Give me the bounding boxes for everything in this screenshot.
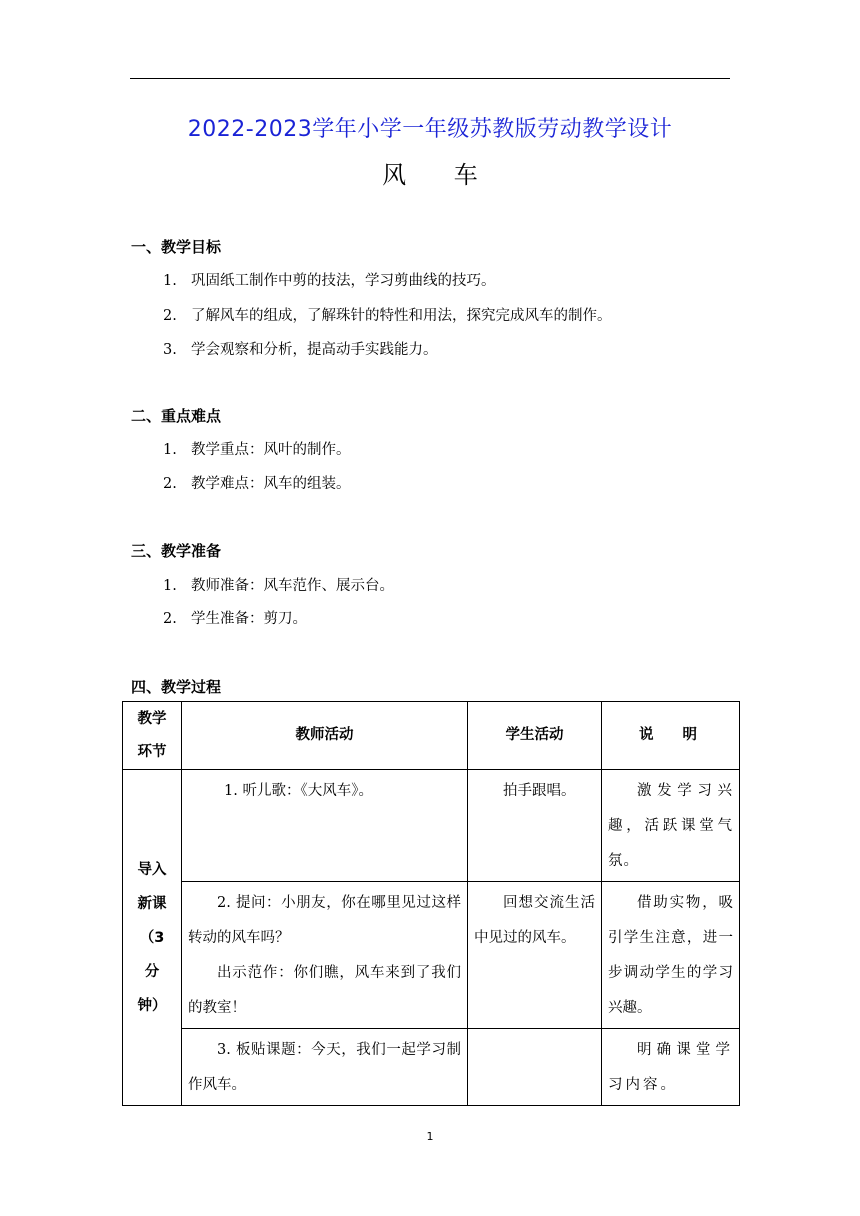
header-teacher: 教师活动 <box>182 702 468 770</box>
list-item <box>163 438 351 459</box>
teacher-activity-text: 出示范作：你们瞧，风车来到了我们的教室！ <box>188 965 461 1016</box>
table-row <box>123 882 740 1029</box>
teacher-activity-text: 2. 提问：小朋友，你在哪里见过这样转动的风车吗？ <box>188 895 461 946</box>
student-activity-cell <box>468 1029 602 1106</box>
table-row <box>123 770 740 882</box>
note-text: 激发学习兴趣，活跃课堂气氛。 <box>608 783 733 869</box>
stage-cell <box>123 770 182 1106</box>
item-number: 1. <box>163 442 177 458</box>
stage-line: 分 <box>144 963 160 980</box>
item-number: 2. <box>163 476 177 492</box>
list-item <box>163 574 394 595</box>
header-stage-line1: 教学 <box>137 710 167 727</box>
header-student: 学生活动 <box>468 702 602 770</box>
section-heading: 四、教学过程 <box>131 678 222 696</box>
student-activity-text: 拍手跟唱。 <box>503 783 576 799</box>
student-activity-cell <box>468 770 602 882</box>
note-cell <box>602 882 740 1029</box>
header-stage-line2: 环节 <box>137 743 167 760</box>
list-item <box>163 269 496 290</box>
list-item <box>163 338 438 359</box>
list-item <box>163 472 351 493</box>
stage-line: 钟） <box>137 997 167 1014</box>
item-text: 教师准备：风车范作、展示台。 <box>191 578 394 594</box>
stage-line: 新课 <box>137 895 167 912</box>
note-text: 明确课堂学习内容。 <box>608 1042 733 1093</box>
table-header-row <box>123 702 740 770</box>
page-number: 1 <box>426 1130 434 1143</box>
student-activity-text <box>468 1029 601 1035</box>
item-number: 3. <box>163 342 177 358</box>
item-text: 学生准备：剪刀。 <box>191 611 307 627</box>
item-text: 教学重点：风叶的制作。 <box>191 442 351 458</box>
section-heading: 三、教学准备 <box>131 542 222 560</box>
note-text: 借助实物，吸引学生注意，进一步调动学生的学习兴趣。 <box>608 895 733 1016</box>
stage-line: 导入 <box>137 861 167 878</box>
item-number: 1. <box>163 273 177 289</box>
student-activity-text: 回想交流生活中见过的风车。 <box>474 895 595 946</box>
document-title: 2022-2023学年小学一年级苏教版劳动教学设计 <box>187 117 673 142</box>
section-heading: 一、教学目标 <box>131 238 222 256</box>
note-cell <box>602 770 740 882</box>
header-rule <box>130 78 730 79</box>
item-text: 了解风车的组成，了解珠针的特性和用法，探究完成风车的制作。 <box>191 308 612 324</box>
item-number: 2. <box>163 611 177 627</box>
teacher-activity-text: 3. 板贴课题：今天，我们一起学习制作风车。 <box>188 1042 461 1093</box>
teacher-activity-cell <box>182 1029 468 1106</box>
document-subtitle: 风 车 <box>382 161 478 189</box>
teacher-activity-cell <box>182 882 468 1029</box>
student-activity-cell <box>468 882 602 1029</box>
stage-line: （3 <box>139 929 165 946</box>
list-item <box>163 607 307 628</box>
teaching-process-table <box>122 701 740 1106</box>
item-number: 1. <box>163 578 177 594</box>
teacher-activity-text: 1. 听儿歌：《大风车》。 <box>224 783 373 799</box>
item-text: 学会观察和分析，提高动手实践能力。 <box>191 342 438 358</box>
item-number: 2. <box>163 308 177 324</box>
item-text: 巩固纸工制作中剪的技法，学习剪曲线的技巧。 <box>191 273 496 289</box>
list-item <box>163 304 612 325</box>
section-heading: 二、重点难点 <box>131 407 222 425</box>
table-row <box>123 1029 740 1106</box>
note-cell <box>602 1029 740 1106</box>
header-note: 说 明 <box>602 702 740 770</box>
header-stage <box>123 702 182 770</box>
item-text: 教学难点：风车的组装。 <box>191 476 351 492</box>
teacher-activity-cell <box>182 770 468 882</box>
